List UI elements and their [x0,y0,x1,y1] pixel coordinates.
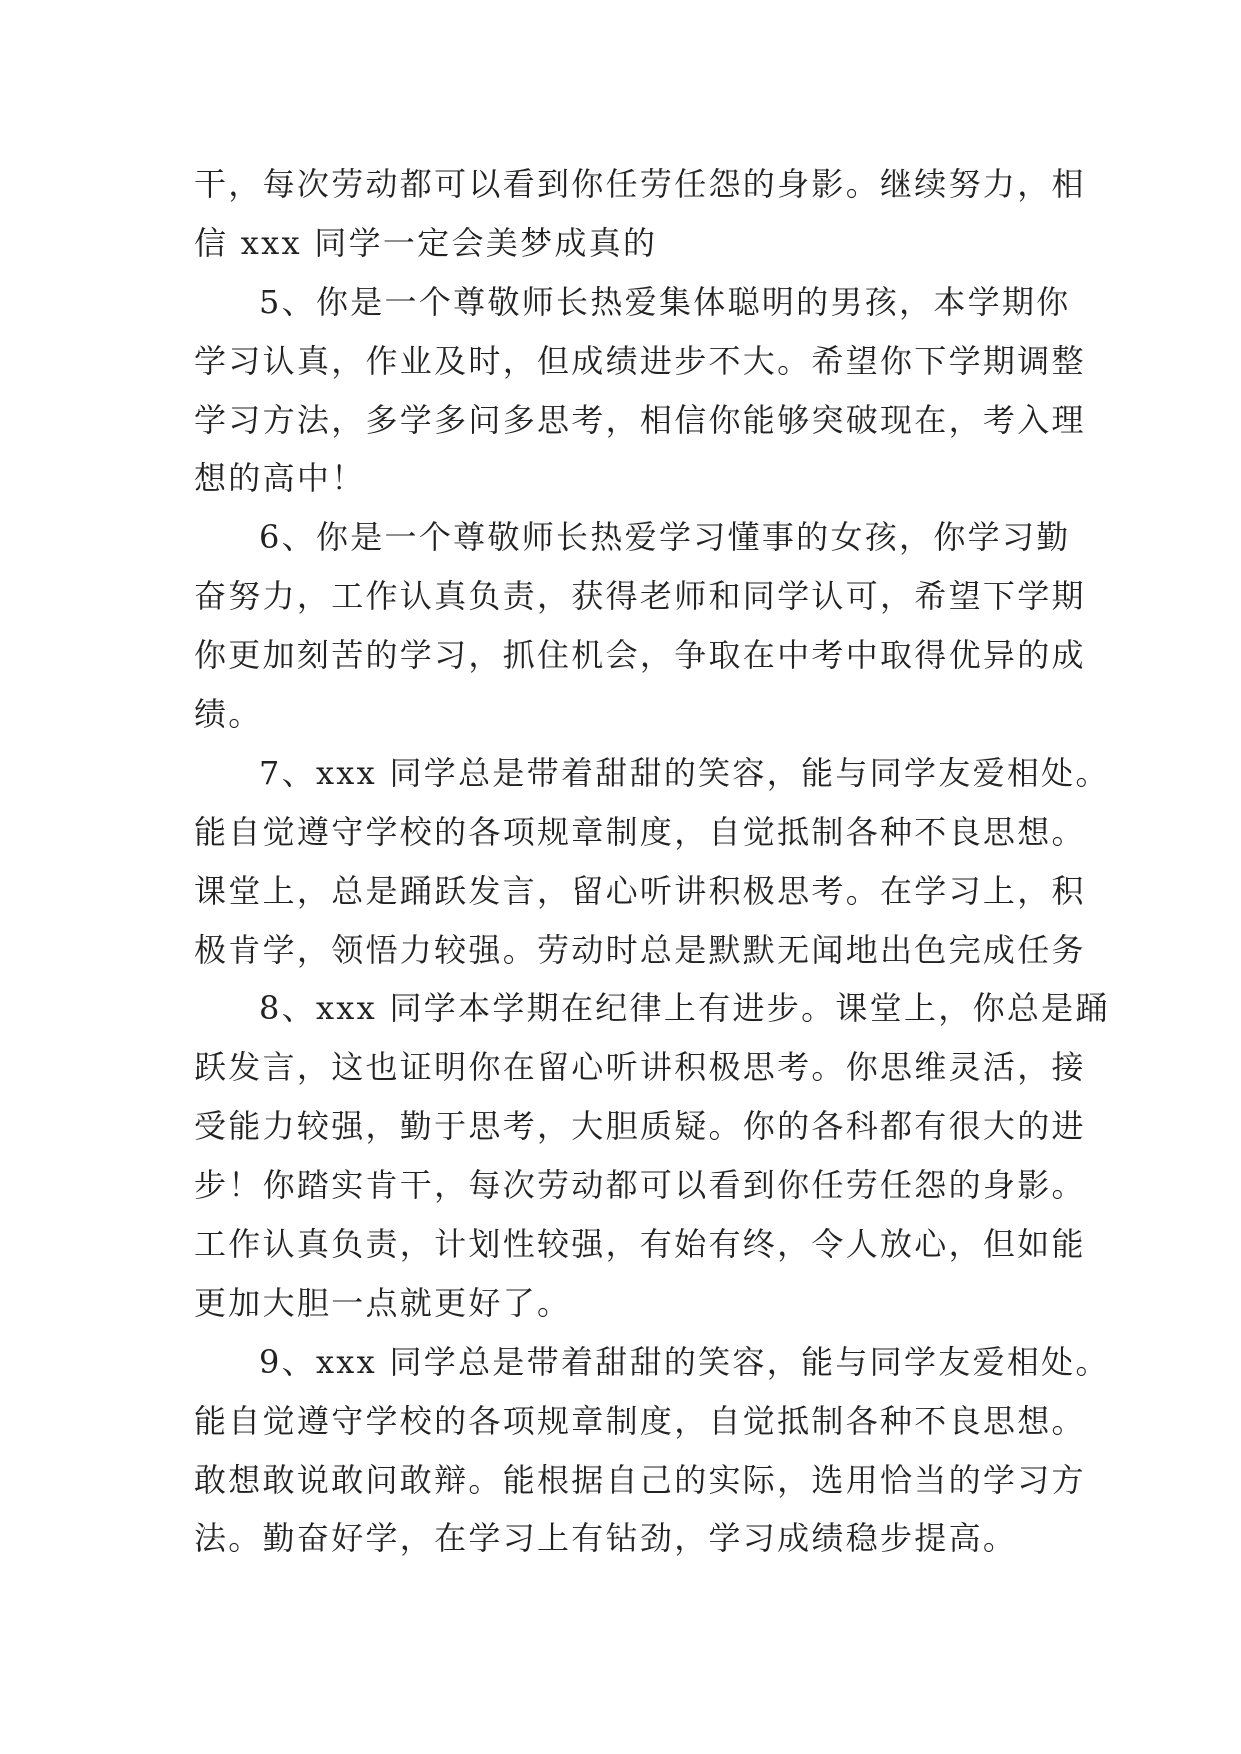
text-line: 奋努力，工作认真负责，获得老师和同学认可，希望下学期 [194,577,1086,616]
text-line: 课堂上，总是踊跃发言，留心听讲积极思考。在学习上，积 [194,871,1086,910]
text-line: 受能力较强，勤于思考，大胆质疑。你的各科都有很大的进 [194,1107,1086,1146]
text-line: 学习方法，多学多问多思考，相信你能够突破现在，考入理 [194,400,1086,439]
text-line: 步！你踏实肯干，每次劳动都可以看到你任劳任怨的身影。 [194,1166,1086,1205]
text-line: 干，每次劳动都可以看到你任劳任怨的身影。继续努力，相 [194,165,1086,203]
text-line: 想的高中！ [194,459,366,498]
text-line: 跃发言，这也证明你在留心听讲积极思考。你思维灵活，接 [194,1048,1086,1087]
paragraph-comment-6 [194,508,1094,744]
text-line: 9、xxx 同学总是带着甜甜的笑容，能与同学友爱相处。 [259,1342,1110,1381]
text-line: 工作认真负责，计划性较强，有始有终，令人放心，但如能 [194,1225,1086,1264]
paragraph-comment-7 [194,744,1110,980]
text-line: 敢想敢说敢问敢辩。能根据自己的实际，选用恰当的学习方 [194,1460,1086,1499]
text-line: 6、你是一个尊敬师长热爱学习懂事的女孩，你学习勤 [259,518,1071,557]
text-line: 绩。 [194,695,263,734]
text-line: 信 xxx 同学一定会美梦成真的 [194,223,658,262]
text-line: 极肯学，领悟力较强。劳动时总是默默无闻地出色完成任务 [194,930,1086,969]
text-line: 更加大胆一点就更好了。 [194,1283,572,1322]
text-line: 学习认真，作业及时，但成绩进步不大。希望你下学期调整 [194,341,1086,380]
text-line: 7、xxx 同学总是带着甜甜的笑容，能与同学友爱相处。 [259,753,1110,792]
paragraph-comment-8 [194,979,1110,1332]
text-line: 法。勤奋好学，在学习上有钻劲，学习成绩稳步提高。 [194,1519,1018,1558]
paragraph-comment-9 [194,1333,1110,1569]
document-body [194,155,1110,1568]
text-line: 5、你是一个尊敬师长热爱集体聪明的男孩，本学期你 [259,282,1071,321]
text-line: 能自觉遵守学校的各项规章制度，自觉抵制各种不良思想。 [194,1401,1086,1440]
text-line: 能自觉遵守学校的各项规章制度，自觉抵制各种不良思想。 [194,812,1086,851]
text-line: 你更加刻苦的学习，抓住机会，争取在中考中取得优异的成 [194,636,1086,675]
paragraph-comment-5 [194,273,1094,509]
paragraph-continuation [194,155,1094,273]
text-line: 8、xxx 同学本学期在纪律上有进步。课堂上，你总是踊 [259,989,1110,1028]
